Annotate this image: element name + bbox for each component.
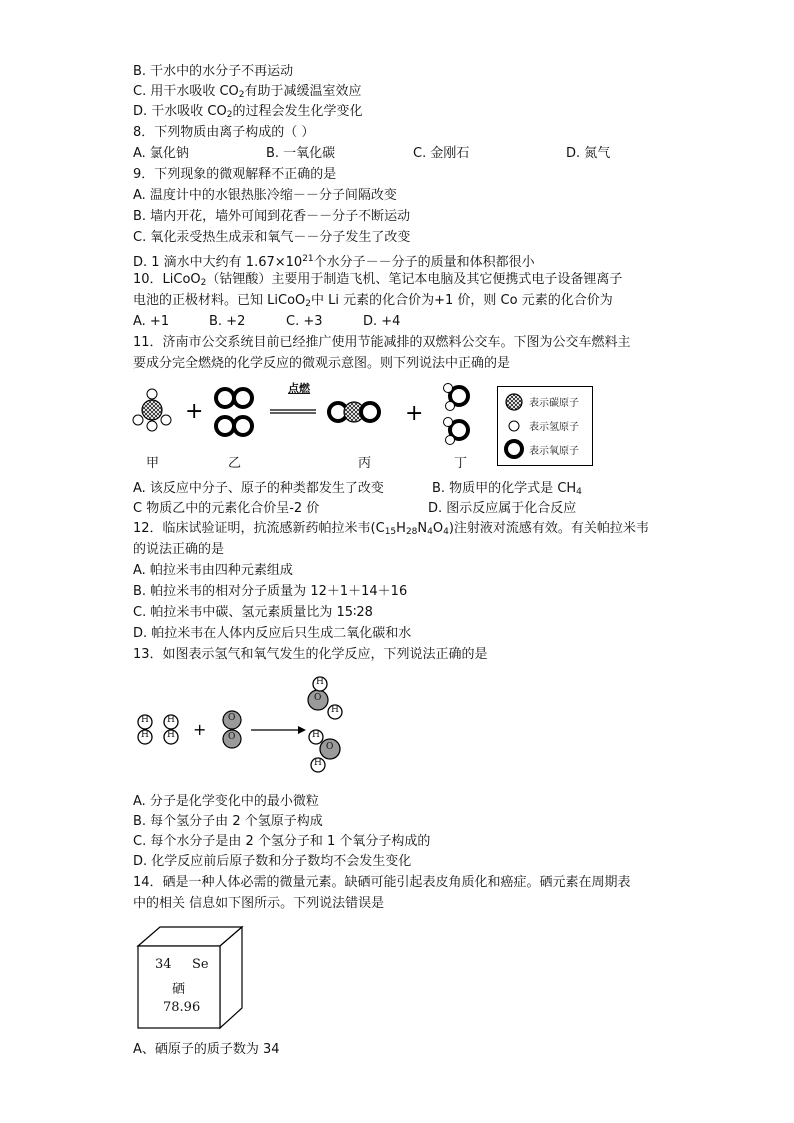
atom-h: H [141, 730, 149, 740]
element-cube-svg [135, 924, 245, 1034]
q10-option-d: D. +4 [363, 314, 401, 329]
q12-option-a: A. 帕拉米韦由四种元素组成 [133, 563, 293, 578]
plus-sign-3: + [193, 720, 207, 739]
q8-option-c: C. 金刚石 [413, 146, 470, 161]
hydrogen-atom-icon [509, 421, 519, 431]
legend-hydrogen: 表示氢原子 [529, 422, 579, 433]
q13-option-d: D. 化学反应前后原子数和分子数均不会发生变化 [133, 854, 412, 869]
q10-stem-line1: 10．LiCoO$_2$（钴锂酸）主要用于制造飞机、笔记本电脑及其它便携式电子设备锂离子 [133, 272, 623, 288]
q13-molecule-svg [130, 672, 360, 784]
label-bing: 丙 [358, 456, 372, 471]
q10-option-a: A. +1 [133, 314, 170, 329]
plus-sign-1: + [185, 399, 204, 424]
oxygen-molecules [216, 389, 252, 435]
legend-oxygen: 表示氧原子 [529, 446, 579, 457]
q14-stem-line2: 中的相关 信息如下图所示。下列说法错误是 [133, 896, 385, 911]
periodic-table-cell [135, 924, 245, 1034]
atomic-mass: 78.96 [163, 1000, 201, 1015]
q7-option-d: D. 干水吸收 $CO_2$的过程会发生化学变化 [133, 104, 363, 120]
q9-stem: 9．下列现象的微观解释不正确的是 [133, 167, 337, 182]
q13-option-b: B. 每个氢分子由 2 个氢原子构成 [133, 814, 323, 829]
q7-option-c: C. 用干水吸收 $CO_2$有助于减缓温室效应 [133, 84, 362, 100]
atom-o: O [314, 693, 322, 703]
q11-stem-line1: 11．济南市公交系统目前已经推广使用节能减排的双燃料公交车。下图为公交车燃料主 [133, 335, 631, 350]
label-jia: 甲 [146, 456, 160, 471]
atom-h: H [316, 677, 324, 687]
q13-option-c: C. 每个水分子是由 2 个氢分子和 1 个氧分子构成的 [133, 834, 431, 849]
carbon-atom-icon [506, 394, 522, 410]
q11-option-b: B. 物质甲的化学式是 $CH_4$ [432, 481, 582, 497]
q11-option-a: A. 该反应中分子、原子的种类都发生了改变 [133, 481, 384, 496]
q13-stem: 13．如图表示氢气和氧气发生的化学反应，下列说法正确的是 [133, 647, 488, 662]
label-yi: 乙 [228, 456, 242, 471]
q9-option-d: D. 1 滴水中大约有 $1.67\times 10^{21}$个水分子－－分子的质量和体积都很小 [133, 254, 535, 270]
q12-option-c: C. 帕拉米韦中碳、氢元素质量比为 15∶28 [133, 605, 373, 620]
atom-h: H [167, 730, 175, 740]
q8-option-b: B. 一氧化碳 [266, 146, 336, 161]
q12-option-d: D. 帕拉米韦在人体内反应后只生成二氧化碳和水 [133, 626, 412, 641]
q8-stem: 8．下列物质由离子构成的（ ） [133, 125, 315, 140]
q12-stem-line2: 的说法正确的是 [133, 542, 225, 557]
atom-h: H [312, 730, 320, 740]
q14-option-a: A、硒原子的质子数为 34 [133, 1042, 280, 1057]
q12-stem-line1: 12．临床试验证明，抗流感新药帕拉米韦$(C_{15}H_{28}N_4O_4)$注射液对流感有效。有关帕拉米韦 [133, 521, 649, 537]
q9-option-a: A. 温度计中的水银热胀冷缩－－分子间隔改变 [133, 188, 397, 203]
q10-option-b: B. +2 [209, 314, 246, 329]
q11-option-c: C 物质乙中的元素化合价呈-2 价 [133, 501, 320, 516]
atom-legend [497, 386, 593, 466]
methane-molecule [133, 389, 171, 431]
q8-option-d: D. 氮气 [566, 146, 611, 161]
atomic-number: 34 [155, 957, 172, 972]
q13-option-a: A. 分子是化学变化中的最小微粒 [133, 794, 319, 809]
q10-stem-line2: 电池的正极材料。已知 LiCoO$_2$中 Li 元素的化合价为+1 价，则 Co 元素的化合价为 [133, 293, 613, 309]
q10-option-c: C. +3 [286, 314, 323, 329]
q11-option-d: D. 图示反应属于化合反应 [428, 501, 577, 516]
label-ding: 丁 [454, 456, 468, 471]
atom-o: O [326, 742, 334, 752]
atom-h: H [314, 758, 322, 768]
q11-stem-line2: 要成分完全燃烧的化学反应的微观示意图。则下列说法中正确的是 [133, 356, 511, 371]
atom-o: O [228, 713, 236, 723]
atom-o: O [228, 732, 236, 742]
q14-stem-line1: 14．硒是一种人体必需的微量元素。缺硒可能引起表皮角质化和癌症。硒元素在周期表 [133, 875, 631, 890]
q8-option-a: A. 氯化钠 [133, 146, 189, 161]
atom-h: H [167, 715, 175, 725]
q13-reaction-diagram [130, 672, 360, 784]
q9-option-b: B. 墙内开花，墙外可闻到花香－－分子不断运动 [133, 209, 411, 224]
q9-option-c: C. 氧化汞受热生成汞和氧气－－分子发生了改变 [133, 230, 411, 245]
water-molecules [444, 384, 469, 445]
legend-carbon: 表示碳原子 [529, 398, 579, 409]
element-name: 硒 [172, 982, 186, 997]
co2-molecule [329, 402, 379, 422]
element-symbol: Se [192, 957, 209, 972]
atom-h: H [141, 715, 149, 725]
plus-sign-2: + [405, 401, 424, 426]
oxygen-atom-icon [506, 441, 522, 457]
atom-h: H [331, 705, 339, 715]
q11-reaction-diagram [128, 380, 598, 472]
q7-option-b: B. 干水中的水分子不再运动 [133, 64, 294, 79]
q12-option-b: B. 帕拉米韦的相对分子质量为 12＋1＋14＋16 [133, 584, 408, 599]
reaction-condition: 点燃 [288, 382, 310, 395]
